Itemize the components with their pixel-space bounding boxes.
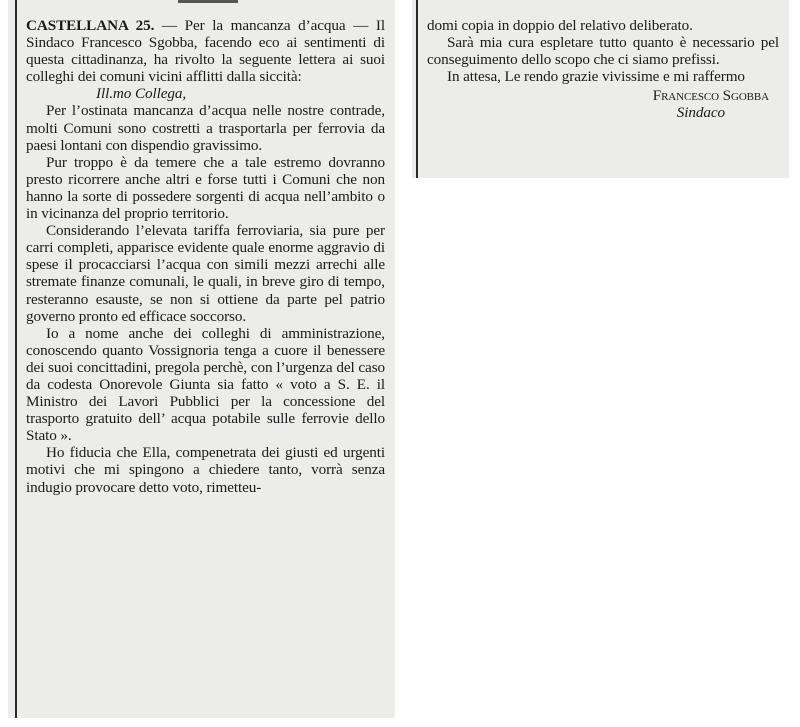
signature-title: Sindaco	[676, 104, 725, 122]
paragraph-5-end: domi copia in doppio del relativo deliberato.	[427, 17, 693, 34]
newspaper-clipping-right	[412, 0, 789, 178]
article-heading: CASTELLANA 25.	[26, 17, 155, 34]
paragraph-7: In attesa, Le rendo grazie vivissime e mi raffermo	[447, 68, 745, 86]
paragraph-3: Considerando l’elevata tariffa ferroviaria, sia pure per carri completi, apparisce evidente quale enorme aggravio di spese il procacciarsi l’acqua con simili mezzi arrechi alle stremate finanze comunali, le quali, in breve giro di tempo, resteranno esauste, se non si ottiene da parte pel patrio governo pronto ed efficace soccorso.	[26, 222, 385, 325]
masthead-rule	[178, 0, 238, 3]
paragraph-2: Pur troppo è da temere che a tale estremo dovranno presto ricorrere anche altri e forse tutti i Comuni che non hanno la sorte di possedere sorgenti di acqua nell’ambito o in vicinanza del proprio territorio.	[26, 153, 385, 223]
paragraph-4: Io a nome anche dei colleghi di amministrazione, conoscendo quanto Vossignoria tenga a cuore il benessere dei suoi concittadini, pregola perchè, con l’urgenza del caso da codesta Onorevole Giunta sia fatto « voto a S. E. il Ministro dei Lavori Pubblici per la concessione del trasporto gratuito dell’ acqua potabile sulle ferrovie dello Stato ».	[26, 324, 385, 445]
paragraph-6: Sarà mia cura espletare tutto quanto è necessario pel conseguimento dello scopo che ci siamo prefissi.	[427, 34, 779, 69]
paragraph-1: Per l’ostinata mancanza d’acqua nelle nostre contrade, molti Comuni sono costretti a trasportarla per ferrovia da paesi lontani con dispendio gravissimo.	[26, 102, 385, 154]
column-rule	[15, 0, 17, 718]
column-rule	[416, 0, 418, 178]
intro-paragraph	[26, 17, 385, 85]
salutation: Ill.mo Collega,	[96, 85, 187, 103]
signature-name: Francesco Sgobba	[652, 87, 769, 105]
newspaper-clipping-left	[8, 0, 395, 718]
intro-text: — Per la mancanza d’acqua — Il Sindaco Francesco Sgobba, facendo eco ai sentimenti di questa cittadinanza, ha rivolto la seguente lettera ai suoi colleghi dei comuni vicini afflitti dalla siccità:	[26, 17, 385, 86]
paragraph-5-start: Ho fiducia che Ella, compenetrata dei giusti ed urgenti motivi che mi spingono a chiedere tanto, vorrà senza indugio provocare detto voto, rimetteu-	[26, 444, 385, 496]
